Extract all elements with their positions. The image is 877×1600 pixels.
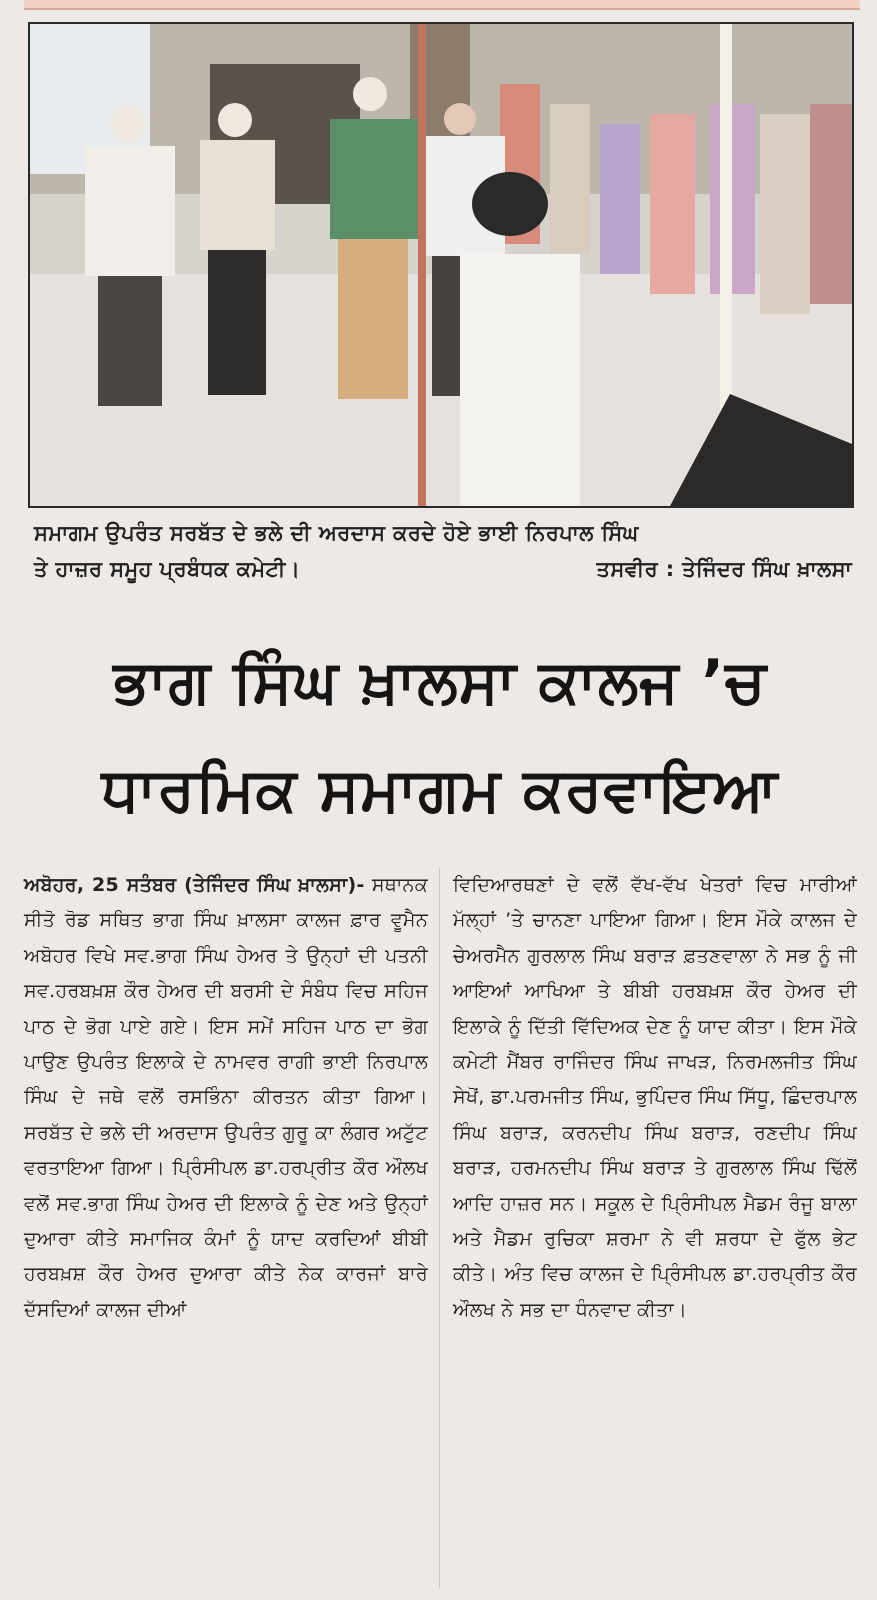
article-dateline: ਅਬੋਹਰ, 25 ਸਤੰਬਰ (ਤੇਜਿੰਦਰ ਸਿੰਘ ਖ਼ਾਲਸਾ)-: [24, 874, 365, 896]
caption-line-2-row: [34, 551, 852, 587]
person-3: [330, 77, 420, 399]
article-column-left: [24, 868, 428, 1328]
page-top-border: [24, 0, 860, 10]
article-column-right: [453, 868, 857, 1328]
person-1: [85, 106, 175, 406]
headline-line-2: ਧਾਰਮਿਕ ਸਮਾਗਮ ਕਰਵਾਇਆ: [101, 755, 779, 825]
photo-illustration: [30, 24, 852, 506]
article-text-right: ਵਿਦਿਆਰਥਣਾਂ ਦੇ ਵਲੋਂ ਵੱਖ-ਵੱਖ ਖੇਤਰਾਂ ਵਿਚ ਮਾਰੀਆਂ ਮੱਲ੍ਹਾਂ ’ਤੇ ਚਾਨਣਾ ਪਾਇਆ ਗਿਆ। ਇਸ ਮੌਕੇ ਕਾਲਜ ਦੇ ਚੇਅਰਮੈਨ ਗੁਰਲਾਲ ਸਿੰਘ ਬਰਾੜ ਫ਼ਤਣਵਾਲਾ ਨੇ ਸਭ ਨੂੰ ਜੀ ਆਇਆਂ ਆਖਿਆ ਤੇ ਬੀਬੀ ਹਰਬਖ਼ਸ਼ ਕੌਰ ਹੇਅਰ ਦੀ ਇਲਾਕੇ ਨੂੰ ਦਿੱਤੀ ਵਿੱਦਿਅਕ ਦੇਣ ਨੂੰ ਯਾਦ ਕੀਤਾ। ਇਸ ਮੌਕੇ ਕਮੇਟੀ ਮੈਂਬਰ ਰਾਜਿੰਦਰ ਸਿੰਘ ਜਾਖੜ, ਨਿਰਮਲਜੀਤ ਸਿੰਘ ਸੇਖੋਂ, ਡਾ.ਪਰਮਜੀਤ ਸਿੰਘ, ਭੁਪਿੰਦਰ ਸਿੰਘ ਸਿੱਧੂ, ਛਿੰਦਰਪਾਲ ਸਿੰਘ ਬਰਾੜ, ਕਰਨਦੀਪ ਸਿੰਘ ਬਰਾੜ, ਰਣਦੀਪ ਸਿੰਘ ਬਰਾੜ, ਹਰਮਨਦੀਪ ਸਿੰਘ ਬਰਾੜ ਤੇ ਗੁਰਲਾਲ ਸਿੰਘ ਢਿੱਲੋਂ ਆਦਿ ਹਾਜ਼ਰ ਸਨ। ਸਕੂਲ ਦੇ ਪ੍ਰਿੰਸੀਪਲ ਮੈਡਮ ਰੰਜੂ ਬਾਲਾ ਅਤੇ ਮੈਡਮ ਰੁਚਿਕਾ ਸ਼ਰਮਾ ਨੇ ਵੀ ਸ਼ਰਧਾ ਦੇ ਫੁੱਲ ਭੇਟ ਕੀਤੇ। ਅੰਤ ਵਿਚ ਕਾਲਜ ਦੇ ਪ੍ਰਿੰਸੀਪਲ ਡਾ.ਹਰਪ੍ਰੀਤ ਕੌਰ ਔਲਖ ਨੇ ਸਭ ਦਾ ਧੰਨਵਾਦ ਕੀਤਾ।: [453, 874, 858, 1321]
headline: [20, 628, 860, 844]
news-photo: [28, 22, 854, 508]
photo-caption: [34, 515, 852, 587]
article-text-left: ਸਥਾਨਕ ਸੀਤੋ ਰੋਡ ਸਥਿਤ ਭਾਗ ਸਿੰਘ ਖ਼ਾਲਸਾ ਕਾਲਜ ਫ਼ਾਰ ਵੂਮੈਨ ਅਬੋਹਰ ਵਿਖੇ ਸਵ.ਭਾਗ ਸਿੰਘ ਹੇਅਰ ਤੇ ਉਨ੍ਹਾਂ ਦੀ ਪਤਨੀ ਸਵ.ਹਰਬਖ਼ਸ਼ ਕੌਰ ਹੇਅਰ ਦੀ ਬਰਸੀ ਦੇ ਸੰਬੰਧ ਵਿਚ ਸਹਿਜ ਪਾਠ ਦੇ ਭੋਗ ਪਾਏ ਗਏ। ਇਸ ਸਮੇਂ ਸਹਿਜ ਪਾਠ ਦਾ ਭੋਗ ਪਾਉਣ ਉਪਰੰਤ ਇਲਾਕੇ ਦੇ ਨਾਮਵਰ ਰਾਗੀ ਭਾਈ ਨਿਰਪਾਲ ਸਿੰਘ ਦੇ ਜਥੇ ਵਲੋਂ ਰਸਭਿੰਨਾ ਕੀਰਤਨ ਕੀਤਾ ਗਿਆ। ਸਰਬੱਤ ਦੇ ਭਲੇ ਦੀ ਅਰਦਾਸ ਉਪਰੰਤ ਗੁਰੂ ਕਾ ਲੰਗਰ ਅਟੁੱਟ ਵਰਤਾਇਆ ਗਿਆ। ਪ੍ਰਿੰਸੀਪਲ ਡਾ.ਹਰਪ੍ਰੀਤ ਕੌਰ ਔਲਖ ਵਲੋਂ ਸਵ.ਭਾਗ ਸਿੰਘ ਹੇਅਰ ਦੀ ਇਲਾਕੇ ਨੂੰ ਦੇਣ ਅਤੇ ਉਨ੍ਹਾਂ ਦੁਆਰਾ ਕੀਤੇ ਸਮਾਜਿਕ ਕੰਮਾਂ ਨੂੰ ਯਾਦ ਕਰਦਿਆਂ ਬੀਬੀ ਹਰਬਖ਼ਸ਼ ਕੌਰ ਹੇਅਰ ਦੁਆਰਾ ਕੀਤੇ ਨੇਕ ਕਾਰਜਾਂ ਬਾਰੇ ਦੱਸਦਿਆਂ ਕਾਲਜ ਦੀਆਂ: [24, 874, 428, 1321]
person-2: [200, 103, 275, 395]
column-divider: [439, 868, 440, 1588]
caption-line-1: ਸਮਾਗਮ ਉਪਰੰਤ ਸਰਬੱਤ ਦੇ ਭਲੇ ਦੀ ਅਰਦਾਸ ਕਰਦੇ ਹੋਏ ਭਾਈ ਨਿਰਪਾਲ ਸਿੰਘ: [34, 521, 639, 545]
photo-credit: ਤਸਵੀਰ : ਤੇਜਿੰਦਰ ਸਿੰਘ ਖ਼ਾਲਸਾ: [596, 557, 852, 581]
headline-line-1: ਭਾਗ ਸਿੰਘ ਖ਼ਾਲਸਾ ਕਾਲਜ ’ਚ: [113, 647, 767, 717]
caption-line-2: ਤੇ ਹਾਜ਼ਰ ਸਮੂਹ ਪ੍ਰਬੰਧਕ ਕਮੇਟੀ।: [34, 557, 301, 581]
